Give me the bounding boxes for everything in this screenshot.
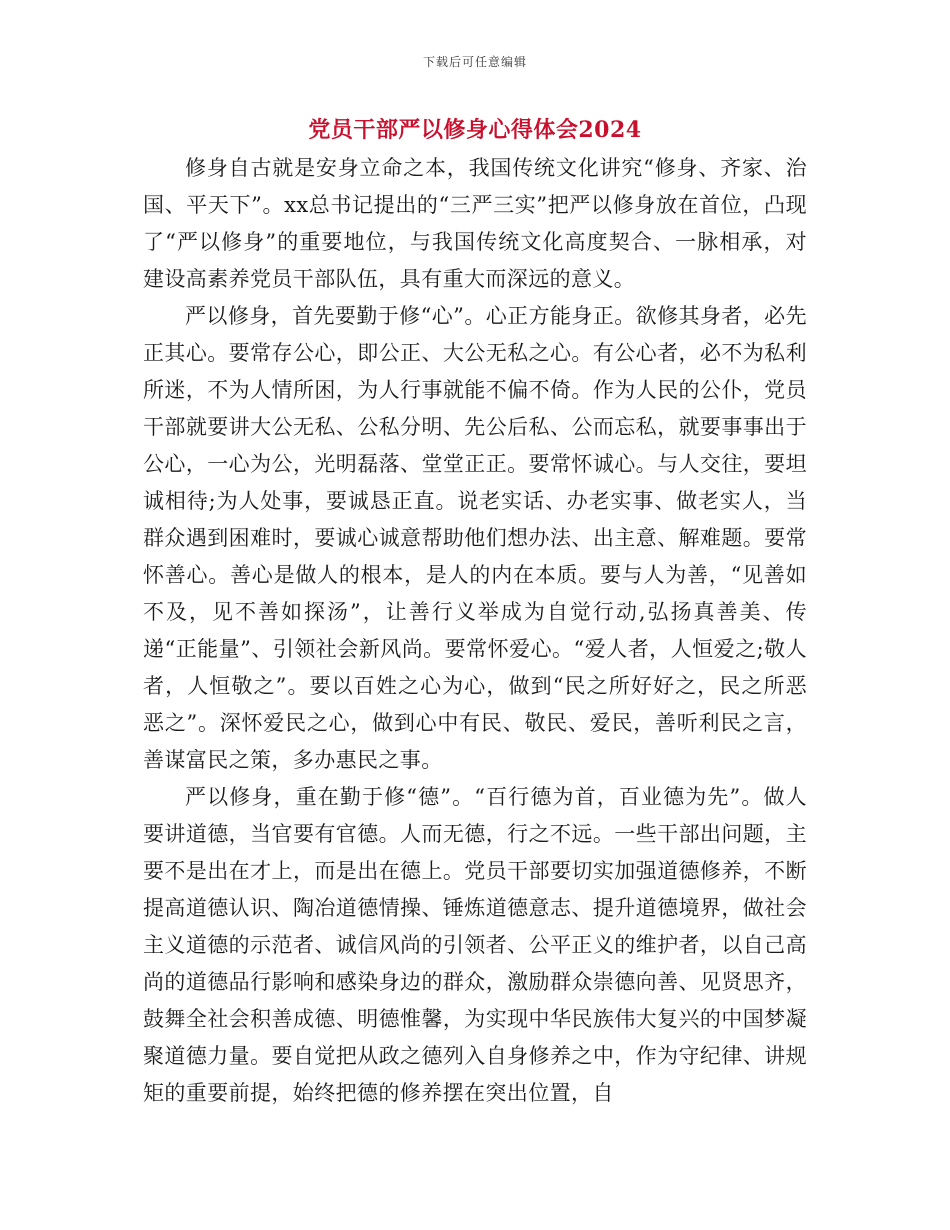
paragraph: 严以修身，重在勤于修“德”。“百行德为首，百业德为先”。做人要讲道德，当官要有官德。人而无德，行之不远。一些干部出问题，主要不是出在才上，而是出在德上。党员干部要切实加强道德修养，不断提高道德认识、陶冶道德情操、锤炼道德意志、提升道德境界，做社会主义道德的示范者、诚信风尚的引领者、公平正义的维护者，以自己高尚的道德品行影响和感染身边的群众，激励群众崇德向善、见贤思齐，鼓舞全社会积善成德、明德惟馨，为实现中华民族伟大复兴的中国梦凝聚道德力量。要自觉把从政之德列入自身修养之中，作为守纪律、讲规矩的重要前提，始终把德的修养摆在突出位置，自: [143, 785, 807, 1105]
document-title: 党员干部严以修身心得体会2024: [308, 117, 642, 143]
paragraph: 严以修身，首先要勤于修“心”。心正方能身正。欲修其身者，必先正其心。要常存公心，即公正、大公无私之心。有公心者，必不为私利所迷，不为人情所困，为人行事就能不偏不倚。作为人民的公仆，党员干部就要讲大公无私、公私分明、先公后私、公而忘私，就要事事出于公心，一心为公，光明磊落、堂堂正正。要常怀诚心。与人交往，要坦诚相待;为人处事，要诚恳正直。说老实话、办老实事、做老实人，当群众遇到困难时，要诚心诚意帮助他们想办法、出主意、解难题。要常怀善心。善心是做人的根本，是人的内在本质。要与人为善，“见善如不及，见不善如探汤”，让善行义举成为自觉行动,弘扬真善美、传递“正能量”、引领社会新风尚。要常怀爱心。“爱人者，人恒爱之;敬人者，人恒敬之”。要以百姓之心为心，做到“民之所好好之，民之所恶恶之”。深怀爱民之心，做到心中有民、敬民、爱民，善听利民之言，善谋富民之策，多办惠民之事。: [143, 304, 807, 772]
paragraph: 修身自古就是安身立命之本，我国传统文化讲究“修身、齐家、治国、平天下”。xx总书记提出的“三严三实”把严以修身放在首位，凸现了“严以修身”的重要地位，与我国传统文化高度契合、一脉相承，对建设高素养党员干部队伍，具有重大而深远的意义。: [143, 156, 807, 291]
header-note: 下载后可任意编辑: [422, 55, 527, 69]
document-body: [143, 150, 807, 1112]
